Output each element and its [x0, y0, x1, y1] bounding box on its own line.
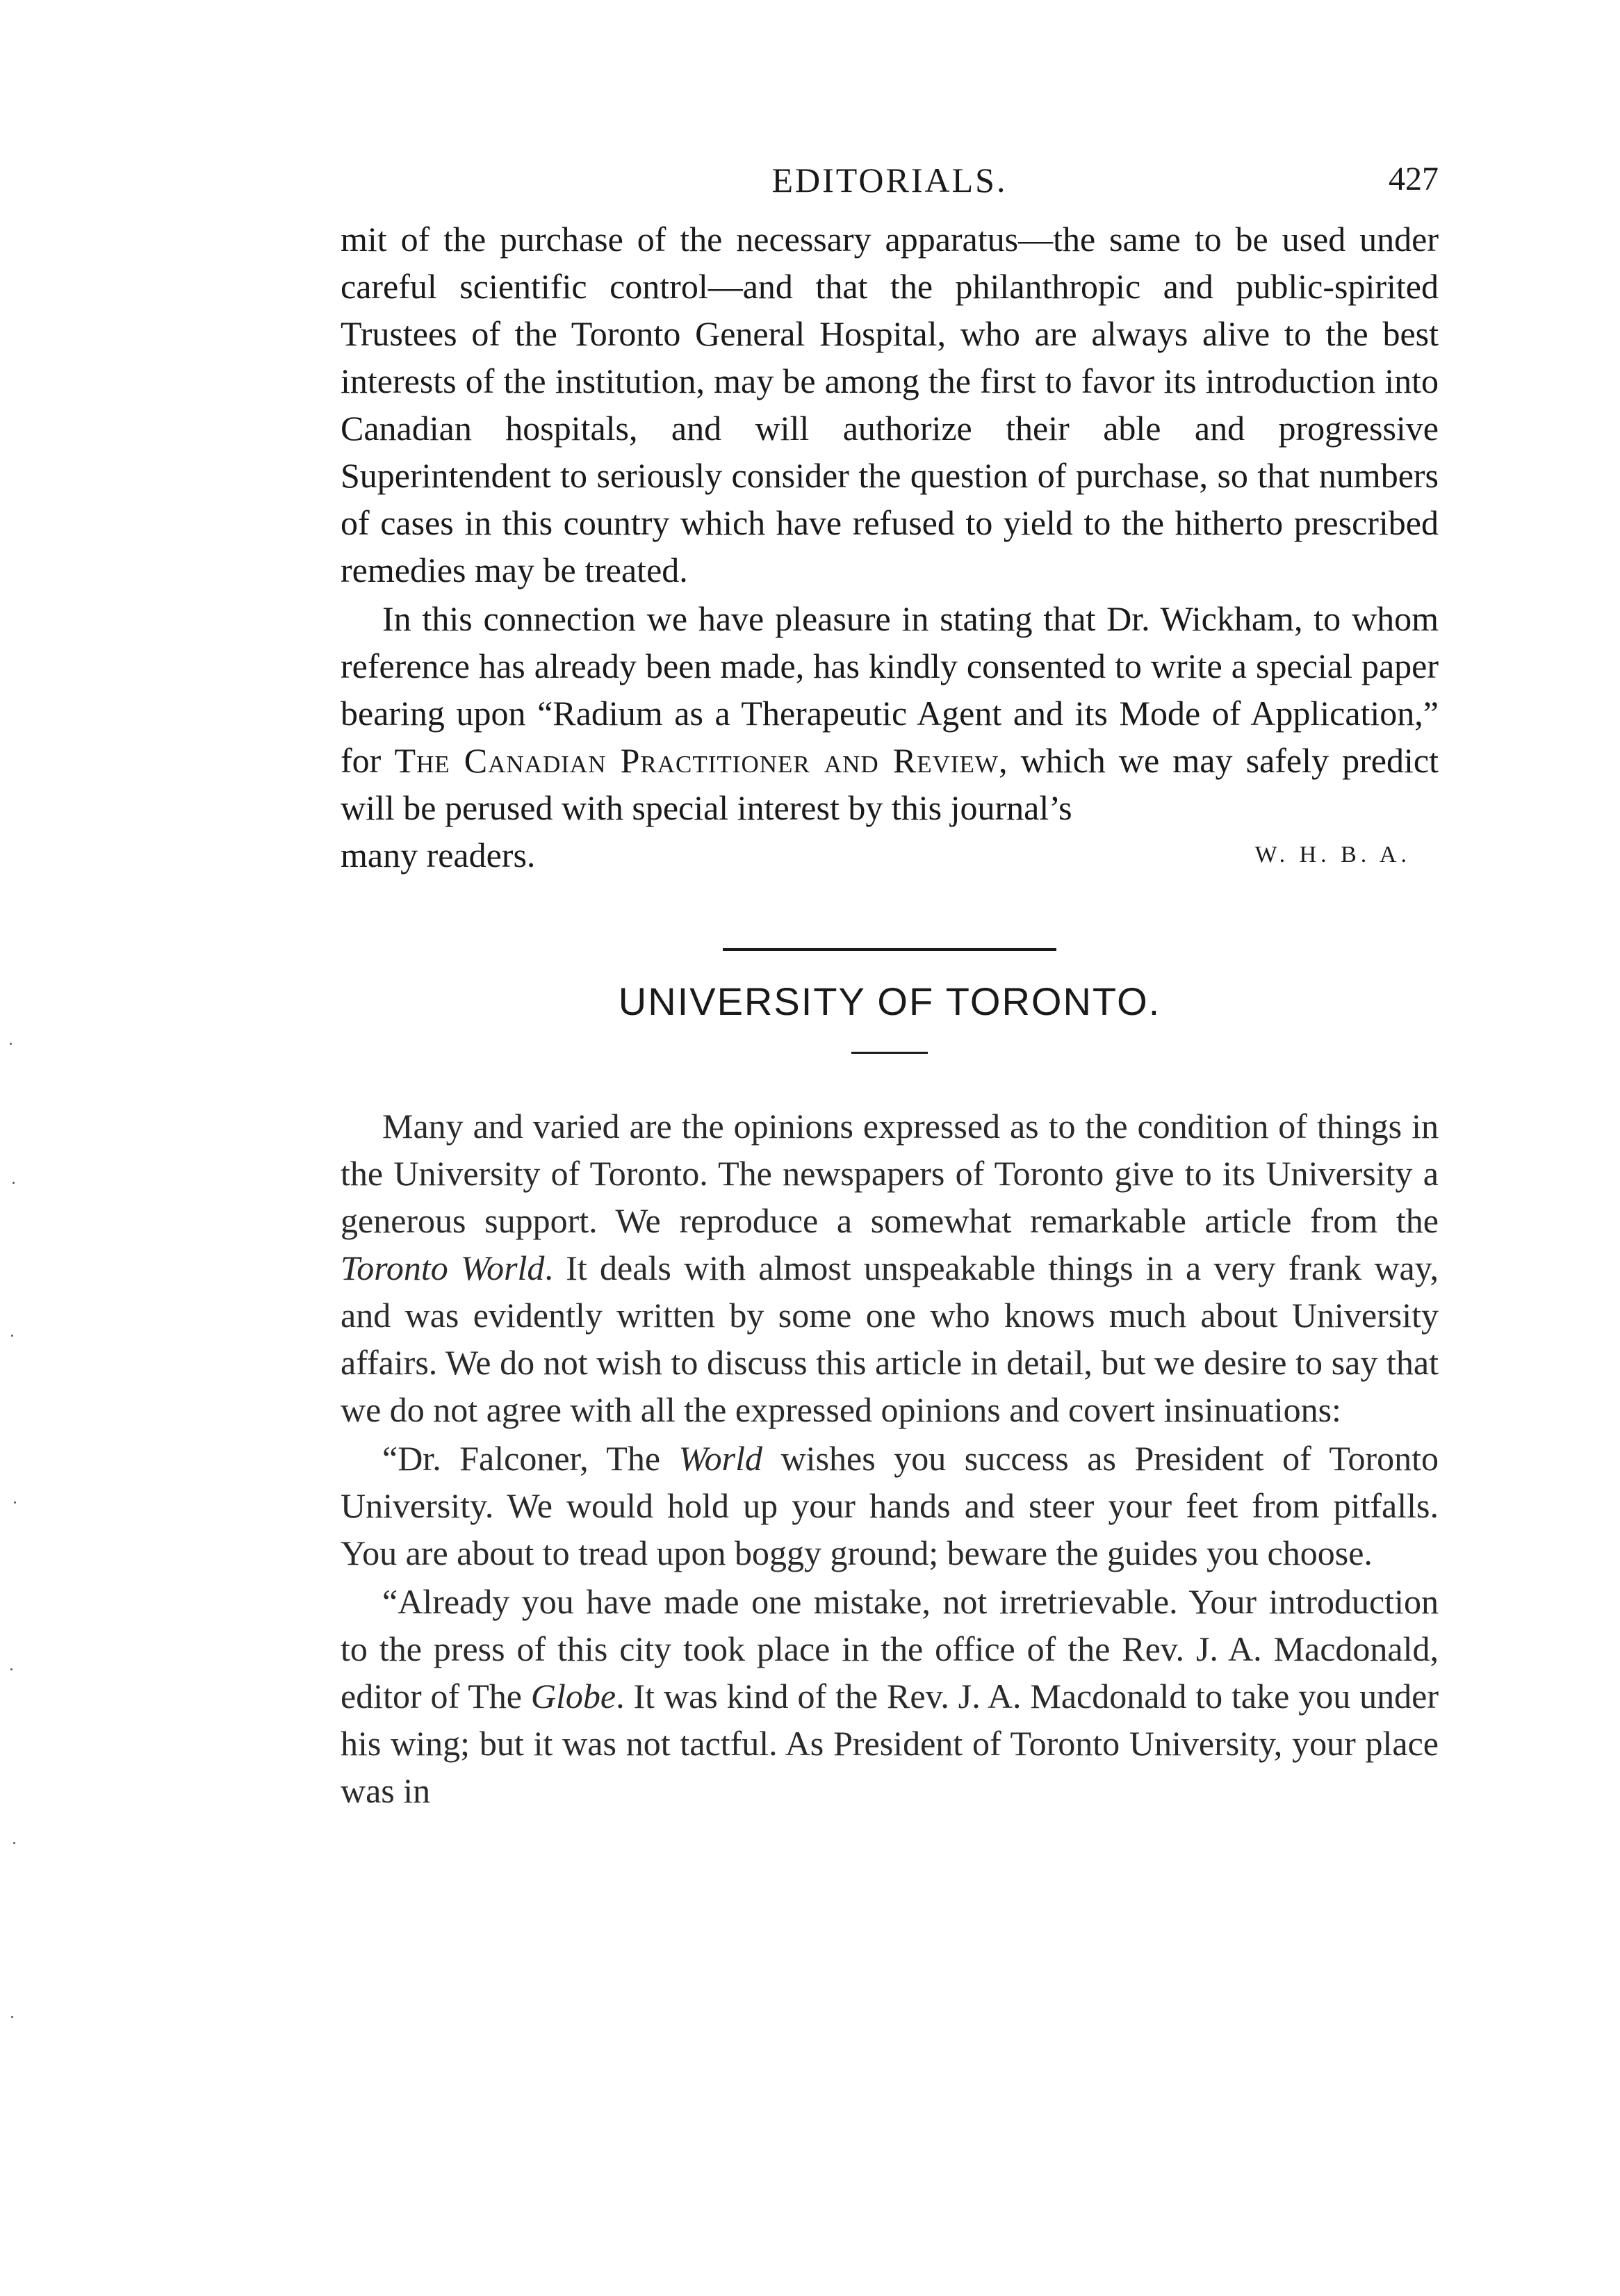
scan-margin-specks [7, 1043, 28, 2155]
paragraph [341, 595, 1439, 831]
paragraph [341, 1578, 1439, 1814]
title-underline [851, 1052, 928, 1054]
text-run: . It deals with almost unspeakable things in a very frank way, and was evidently written by some one who knows much about University affairs. We do not wish to discuss this article in detail, but we desire to say that we do not agree with all the expressed opinions and covert insinuations: [341, 1248, 1439, 1429]
scan-speck [13, 1182, 15, 1184]
newspaper-name: World [678, 1439, 763, 1478]
article-university [341, 1102, 1439, 1814]
newspaper-name: Globe [530, 1677, 616, 1716]
scan-speck [11, 2016, 13, 2018]
author-signature: W. H. B. A. [1254, 842, 1411, 868]
scan-speck [10, 1668, 13, 1670]
text-run: “Already you have made one mistake, not irretrievable. Your introduction to the press of this city took place in the office of the Rev. J. A. Macdonald, editor of The [341, 1582, 1439, 1716]
text-run: , which we may safely predict will be perused with special interest by this journal’s [341, 741, 1439, 827]
page-number: 427 [1389, 161, 1439, 197]
text-run: Many and varied are the opinions expressed as to the condition of things in the University of Toronto. The newspapers of Toronto give to its University a generous support. We reproduce a somewhat remarkable article from the [341, 1107, 1439, 1240]
paragraph [341, 1435, 1439, 1577]
text-run: In this connection we have pleasure in stating that Dr. Wickham, to whom reference has already been made, has kindly consented to write a special paper bearing upon “Radium as a Therapeutic Agent and its Mode of Application,” for [341, 599, 1439, 780]
section-divider [723, 948, 1056, 951]
text-run: many readers. [341, 836, 536, 874]
paragraph [341, 1102, 1439, 1433]
section-title: UNIVERSITY OF TORONTO. [618, 979, 1161, 1023]
page-header [341, 153, 1439, 215]
text-run: . It was kind of the Rev. J. A. Macdonald to take you under his wing; but it was not tactful. As President of Toronto University, your place was in [341, 1677, 1439, 1810]
scan-speck [10, 1043, 12, 1045]
scan-speck [13, 1842, 15, 1844]
running-head: EDITORIALS. [771, 161, 1008, 200]
text-run: wishes you success as President of Toronto University. We would hold up your hands and steer your feet from pitfalls. You are about to tread upon boggy ground; beware the guides you choose. [341, 1439, 1439, 1572]
page [341, 153, 1439, 1814]
closing-line [341, 831, 1439, 879]
scan-speck [14, 1501, 16, 1504]
scan-speck [11, 1335, 13, 1337]
newspaper-name: Toronto World [341, 1248, 545, 1287]
article-radium [341, 215, 1439, 879]
text-run: “Dr. Falconer, The [382, 1439, 679, 1478]
paragraph: mit of the purchase of the necessary apparatus—the same to be used under careful scientific control—and that the philanthropic and public-spirited Trustees of the Toronto General Hospital, who are always alive to the best interests of the institution, may be among the first to favor its introduction into Canadian hospitals, and will authorize their able and progressive Superintendent to seriously consider the question of purchase, so that numbers of cases in this country which have refused to yield to the hitherto prescribed remedies may be treated. [341, 220, 1439, 589]
journal-title: The Canadian Practitioner and Review [394, 741, 999, 780]
